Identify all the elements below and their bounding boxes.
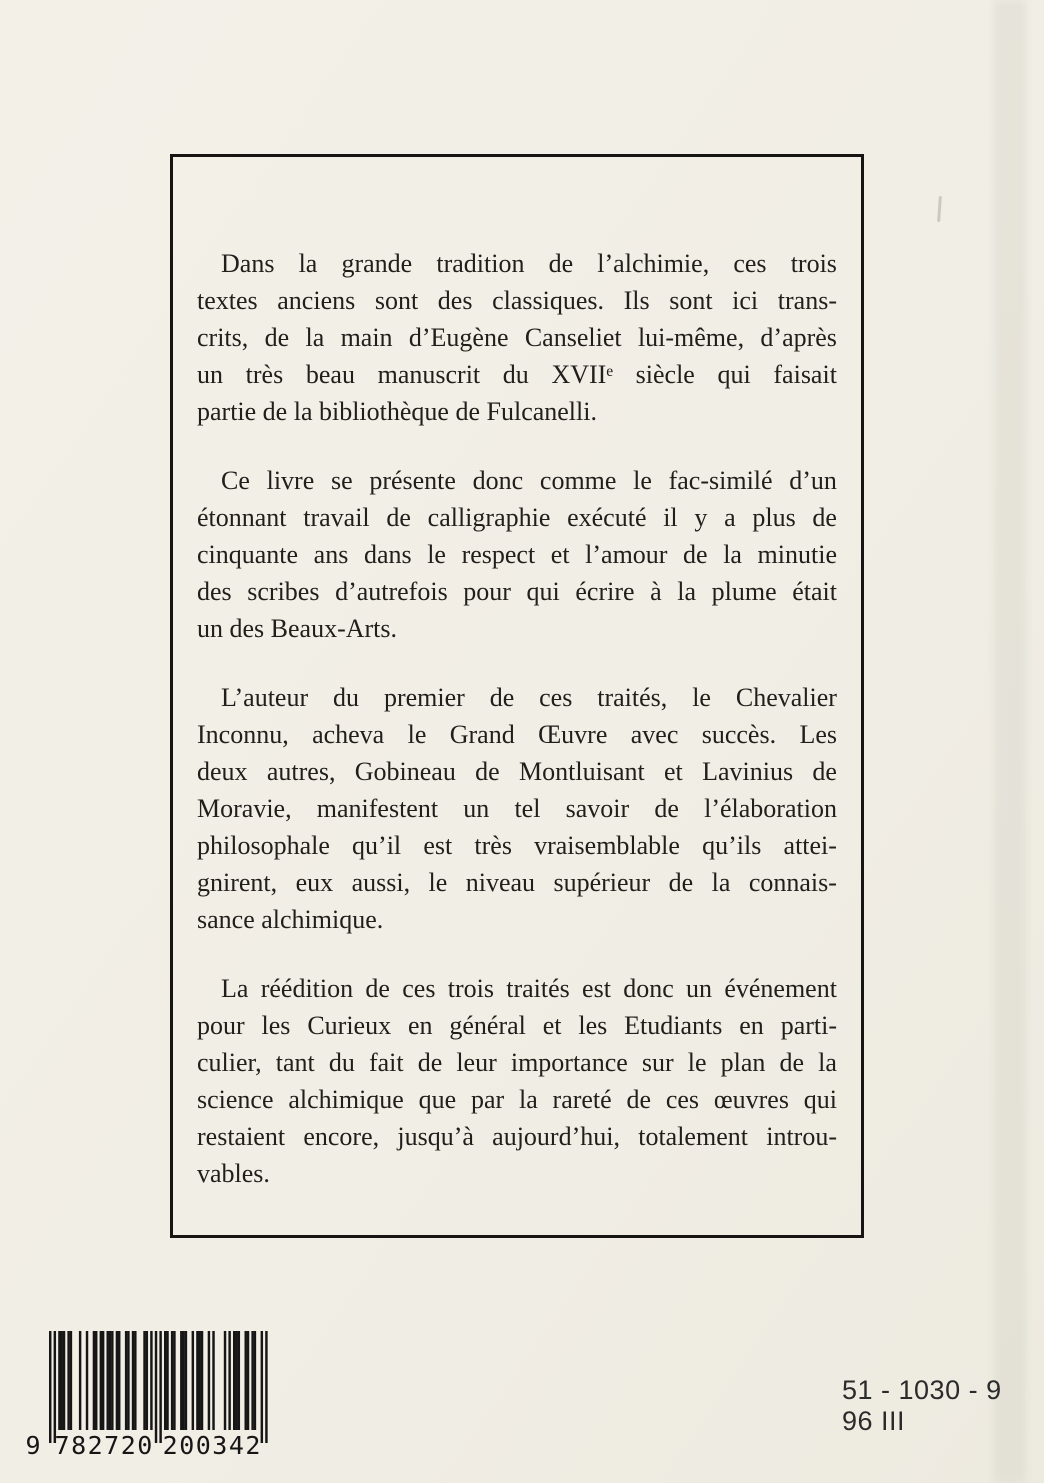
print-code — [842, 1375, 1002, 1437]
text-line: un très beau manuscrit du XVIIᵉ siècle qui faisait — [197, 360, 837, 389]
text-line: deux autres, Gobineau de Montluisant et Lavinius de — [197, 757, 837, 786]
barcode-digits — [25, 1431, 261, 1460]
text-line: sance alchimique. — [197, 905, 384, 934]
barcode-digit-left: 782720 — [54, 1431, 154, 1460]
barcode-bars — [49, 1331, 268, 1443]
paragraph — [197, 462, 837, 647]
text-line: Inconnu, acheva le Grand Œuvre avec succès. Les — [197, 720, 837, 749]
text-line: gnirent, eux aussi, le niveau supérieur de la connais- — [197, 868, 837, 897]
text-line: L’auteur du premier de ces traités, le Chevalier — [221, 683, 837, 712]
text-line: des scribes d’autrefois pour qui écrire à la plume était — [197, 577, 837, 606]
text-line: science alchimique que par la rareté de ces œuvres qui — [197, 1085, 837, 1114]
text-line: pour les Curieux en général et les Etudiants en parti- — [197, 1011, 837, 1040]
blurb-text — [197, 245, 837, 1224]
text-line: Ce livre se présente donc comme le fac-similé d’un — [221, 466, 837, 495]
text-line: Moravie, manifestent un tel savoir de l’élaboration — [197, 794, 837, 823]
barcode-digit-lead: 9 — [25, 1431, 41, 1460]
text-line: partie de la bibliothèque de Fulcanelli. — [197, 397, 597, 426]
text-line: philosophale qu’il est très vraisemblable qu’ils attei- — [197, 831, 837, 860]
scan-artifact — [937, 196, 942, 222]
text-line: culier, tant du fait de leur importance sur le plan de la — [197, 1048, 837, 1077]
text-line: restaient encore, jusqu’à aujourd’hui, totalement introu- — [197, 1122, 837, 1151]
isbn-barcode — [22, 1331, 272, 1461]
scan-edge-shadow — [994, 0, 1026, 1483]
text-line: La réédition de ces trois traités est donc un événement — [221, 974, 837, 1003]
print-code-line-2: 96 III — [842, 1406, 906, 1436]
blurb-frame — [170, 154, 864, 1238]
paragraph — [197, 245, 837, 430]
text-line: Dans la grande tradition de l’alchimie, ces trois — [221, 249, 837, 278]
paragraph — [197, 970, 837, 1192]
text-line: vables. — [197, 1159, 270, 1188]
paragraph — [197, 679, 837, 938]
print-code-line-1: 51 - 1030 - 9 — [842, 1375, 1002, 1405]
text-line: crits, de la main d’Eugène Canseliet lui-même, d’après — [197, 323, 837, 352]
text-line: textes anciens sont des classiques. Ils sont ici trans- — [197, 286, 837, 315]
barcode-digit-right: 200342 — [162, 1431, 262, 1460]
text-line: un des Beaux-Arts. — [197, 614, 398, 643]
text-line: cinquante ans dans le respect et l’amour de la minutie — [197, 540, 837, 569]
ean13-barcode-graphic — [22, 1331, 272, 1461]
text-line: étonnant travail de calligraphie exécuté il y a plus de — [197, 503, 837, 532]
